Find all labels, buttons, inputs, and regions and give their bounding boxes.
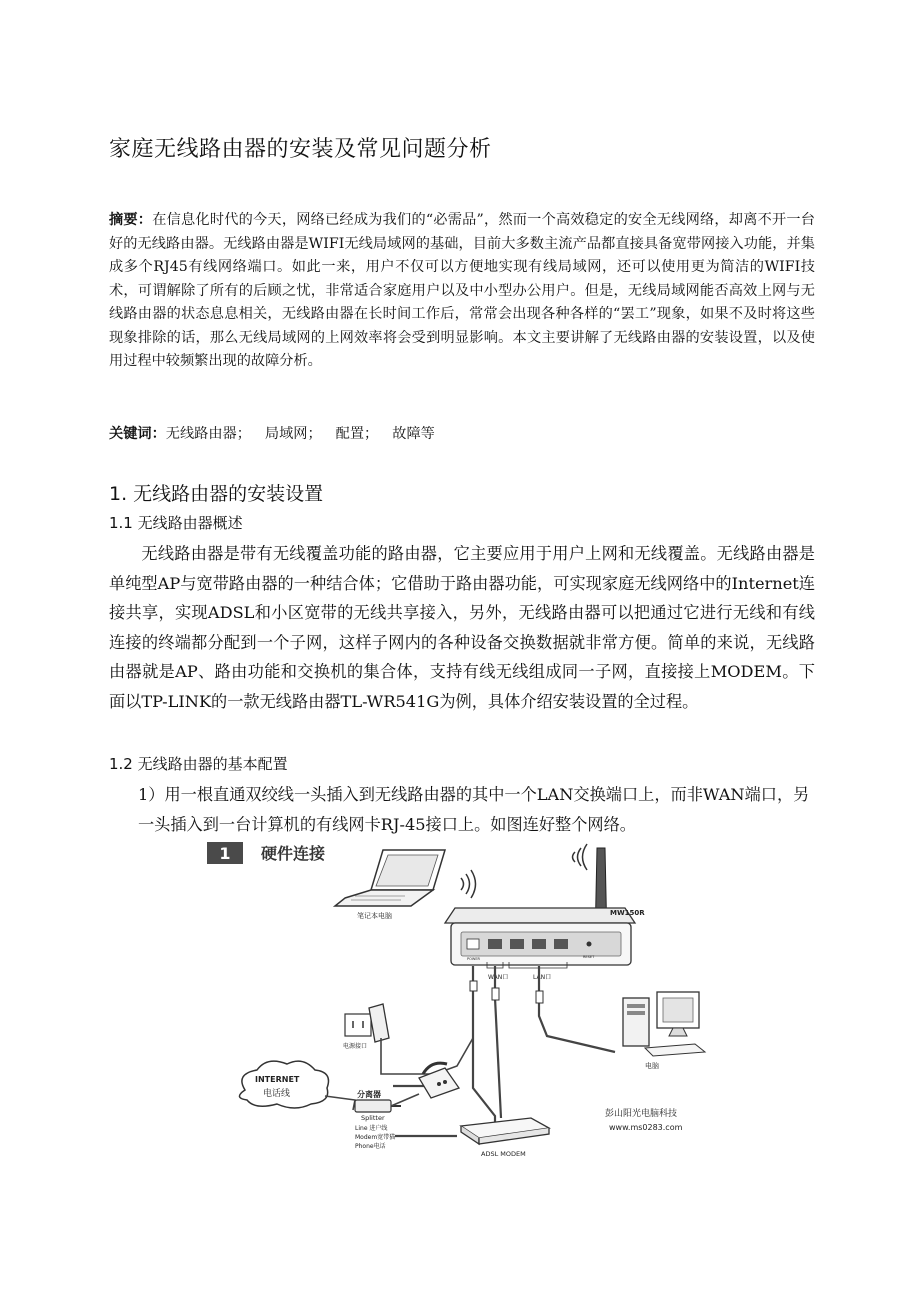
- adsl-modem-label: ADSL MODEM: [481, 1150, 526, 1156]
- wan-port-label: WAN口: [488, 974, 509, 981]
- splitter-en-label: Splitter: [361, 1114, 385, 1122]
- splitter-cn-label: 分离器: [357, 1090, 381, 1099]
- power-socket-label: 电源接口: [343, 1043, 368, 1050]
- section-heading-1-2: 1.2 无线路由器的基本配置: [109, 755, 288, 773]
- keyword-item: 故障等: [392, 426, 435, 442]
- power-port-label: POWER: [467, 957, 480, 961]
- wireless-router-icon: [445, 848, 635, 968]
- section-1-1-paragraph: 无线路由器是带有无线覆盖功能的路由器，它主要应用于用户上网和无线覆盖。无线路由器是单纯型AP与宽带路由器的一种结合体；它借助于路由器功能，可实现家庭无线网络中的Internet连接共享，实现ADSL和小区宽带的无线共享接入，另外，无线路由器可以把通过它进行无线和有线连接的终端都分配到一个子网，这样子网内的各种设备交换数据就非常方便。简单的来说，无线路由器就是AP、路由功能和交换机的集合体，支持有线无线组成同一子网，直接接上MODEM。下面以TP-LINK的一款无线路由器TL-WR541G为例，具体介绍安装设置的全过程。: [109, 544, 815, 711]
- laptop-icon: [335, 850, 445, 906]
- phone-line-label: 电话线: [263, 1089, 291, 1099]
- keywords-line: [109, 423, 435, 443]
- step-1-paragraph: 1）用一根直通双绞线一头插入到无线路由器的其中一个LAN交换端口上，而非WAN端口，另一头插入到一台计算机的有线网卡RJ-45接口上。如图连好整个网络。: [138, 785, 810, 834]
- network-cables: [393, 966, 615, 1138]
- power-outlet-icon: [345, 1004, 389, 1042]
- section-heading-1: 1. 无线路由器的安装设置: [109, 483, 324, 505]
- keywords-label: 关键词：: [109, 426, 166, 442]
- document-title: 家庭无线路由器的安装及常见问题分析: [109, 137, 492, 162]
- reset-button-label: RESET: [583, 955, 595, 959]
- company-label: 彭山阳光电脑科技: [605, 1109, 678, 1119]
- splitter-icon: [355, 1100, 401, 1112]
- adsl-modem-icon: [461, 1118, 549, 1144]
- desktop-computer-icon: [623, 992, 705, 1056]
- internet-cloud-icon: [239, 1061, 328, 1108]
- pc-label: 电脑: [645, 1062, 659, 1070]
- router-model-label: MW150R: [610, 909, 645, 917]
- laptop-label: 笔记本电脑: [357, 912, 392, 920]
- section-heading-1-1: 1.1 无线路由器概述: [109, 514, 243, 532]
- keyword-item: 局域网；: [264, 426, 322, 442]
- badge-number: 1: [219, 844, 231, 863]
- abstract-paragraph: [109, 209, 815, 374]
- internet-label: INTERNET: [255, 1075, 300, 1084]
- keyword-item: 配置；: [335, 426, 379, 442]
- telephone-icon: [419, 1063, 459, 1098]
- abstract-label: 摘要：: [109, 212, 153, 228]
- wifi-waves-icon: [573, 844, 588, 870]
- lan-port-label: LAN口: [533, 974, 552, 981]
- badge-title: 硬件连接: [261, 844, 326, 863]
- phone-port-label: Phone电话: [355, 1143, 386, 1150]
- abstract-text: 在信息化时代的今天，网络已经成为我们的“必需品”，然而一个高效稳定的安全无线网络，却离不开一台好的无线路由器。无线路由器是WIFI无线局域网的基础，目前大多数主流产品都直接具备宽带网接入功能，并集成多个RJ45有线网络端口。如此一来，用户不仅可以方便地实现有线局域网，还可以使用更为简洁的WIFI技术，可谓解除了所有的后顾之忧，非常适合家庭用户以及中小型办公用户。但是，无线局域网能否高效上网与无线路由器的状态息息相关，无线路由器在长时间工作后，常常会出现各种各样的“罢工”现象，如果不及时将这些现象排除的话，那么无线局域网的上网效率将会受到明显影响。本文主要讲解了无线路由器的安装设置，以及使用过程中较频繁出现的故障分析。: [109, 212, 815, 369]
- hardware-connection-figure: [205, 838, 745, 1156]
- website-label: www.ms0283.com: [609, 1123, 683, 1132]
- wifi-waves-icon: [461, 870, 476, 898]
- keyword-item: 无线路由器；: [165, 426, 251, 442]
- line-in-label: Line 进户线: [355, 1125, 388, 1132]
- modem-port-label: Modem宽带猫: [355, 1134, 396, 1141]
